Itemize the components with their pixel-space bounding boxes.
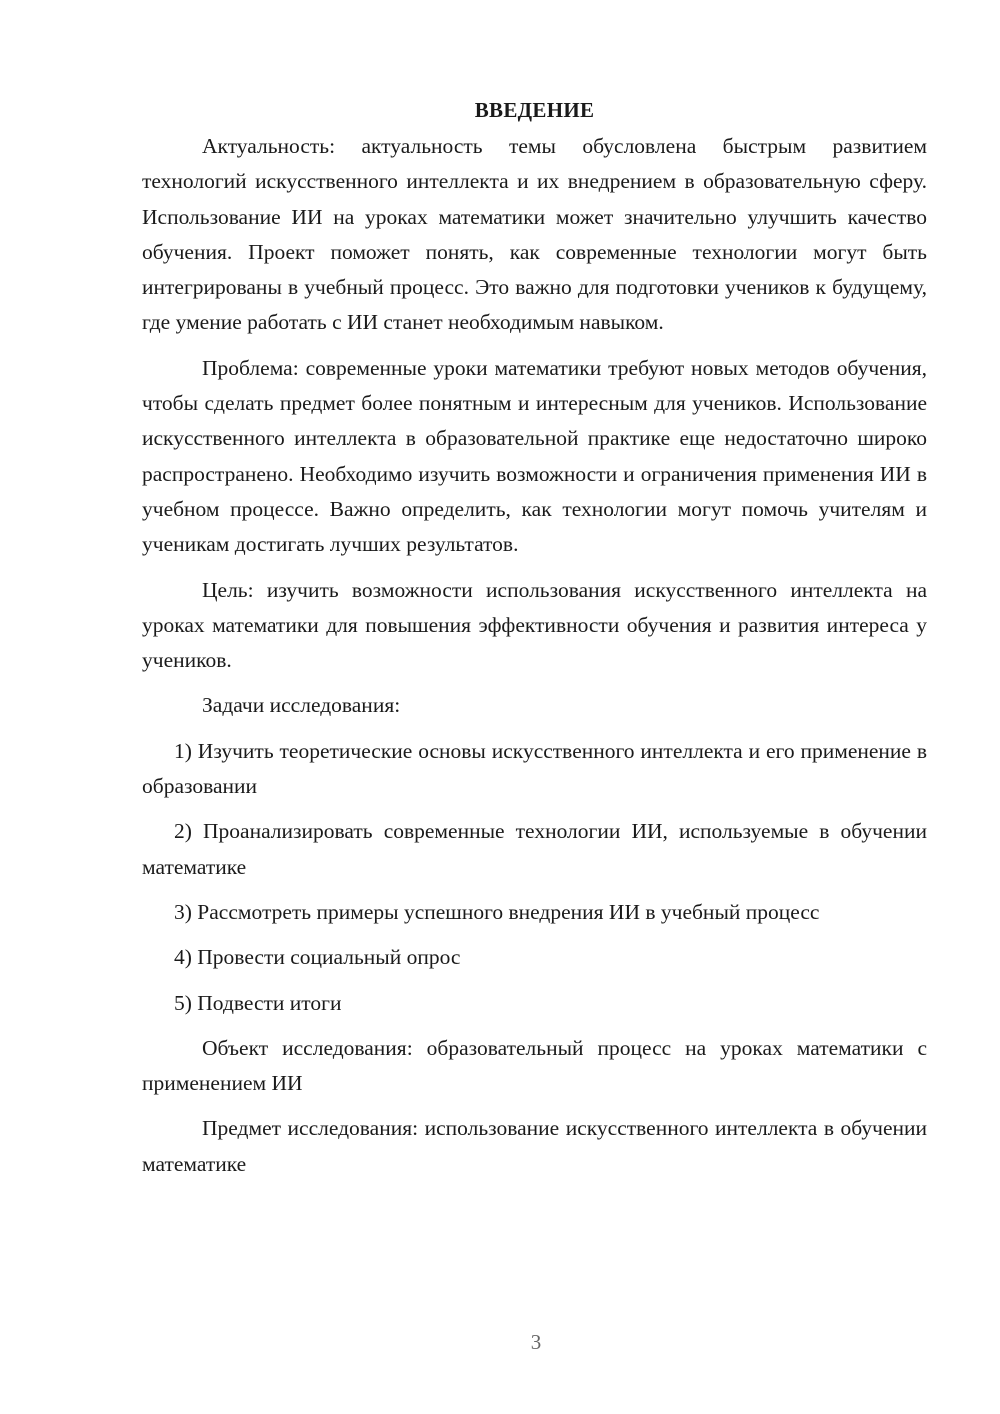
paragraph-problem: Проблема: современные уроки математики требуют новых методов обучения, чтобы сделать предмет более понятным и интересным для учеников. Использование искусственного интеллекта в образовательной практике еще недостаточно широко распространено. Необходимо изучить возможности и ограничения применения ИИ в учебном процессе. Важно определить, как технологии могут помочь учителям и ученикам достигать лучших результатов. [142,355,927,557]
document-title: ВВЕДЕНИЕ [474,98,595,122]
task-item-4: 4) Провести социальный опрос [174,945,461,970]
paragraph-goal: Цель: изучить возможности использования искусственного интеллекта на уроках математики для повышения эффективности обучения и развития интереса у учеников. [142,577,927,673]
paragraph-subject: Предмет исследования: использование искусственного интеллекта в обучении математике [142,1116,927,1176]
task-item-3: 3) Рассмотреть примеры успешного внедрения ИИ в учебный процесс [174,899,820,924]
task-item-5: 5) Подвести итоги [174,990,342,1015]
task-item-2: 2) Проанализировать современные технологии ИИ, используемые в обучении математике [142,819,927,879]
page-number: 3 [530,1330,542,1354]
tasks-heading: Задачи исследования: [202,693,401,718]
document-page [142,93,927,1192]
paragraph-object: Объект исследования: образовательный процесс на уроках математики с применением ИИ [142,1035,927,1096]
task-item-1: 1) Изучить теоретические основы искусственного интеллекта и его применение в образовании [142,738,927,799]
paragraph-relevance: Актуальность: актуальность темы обусловлена быстрым развитием технологий искусственного интеллекта и их внедрением в образовательную сферу. Использование ИИ на уроках математики может значительно улучшить качество обучения. Проект поможет понять, как современные технологии могут быть интегрированы в учебный процесс. Это важно для подготовки учеников к будущему, где умение работать с ИИ станет необходимым навыком. [142,134,927,335]
